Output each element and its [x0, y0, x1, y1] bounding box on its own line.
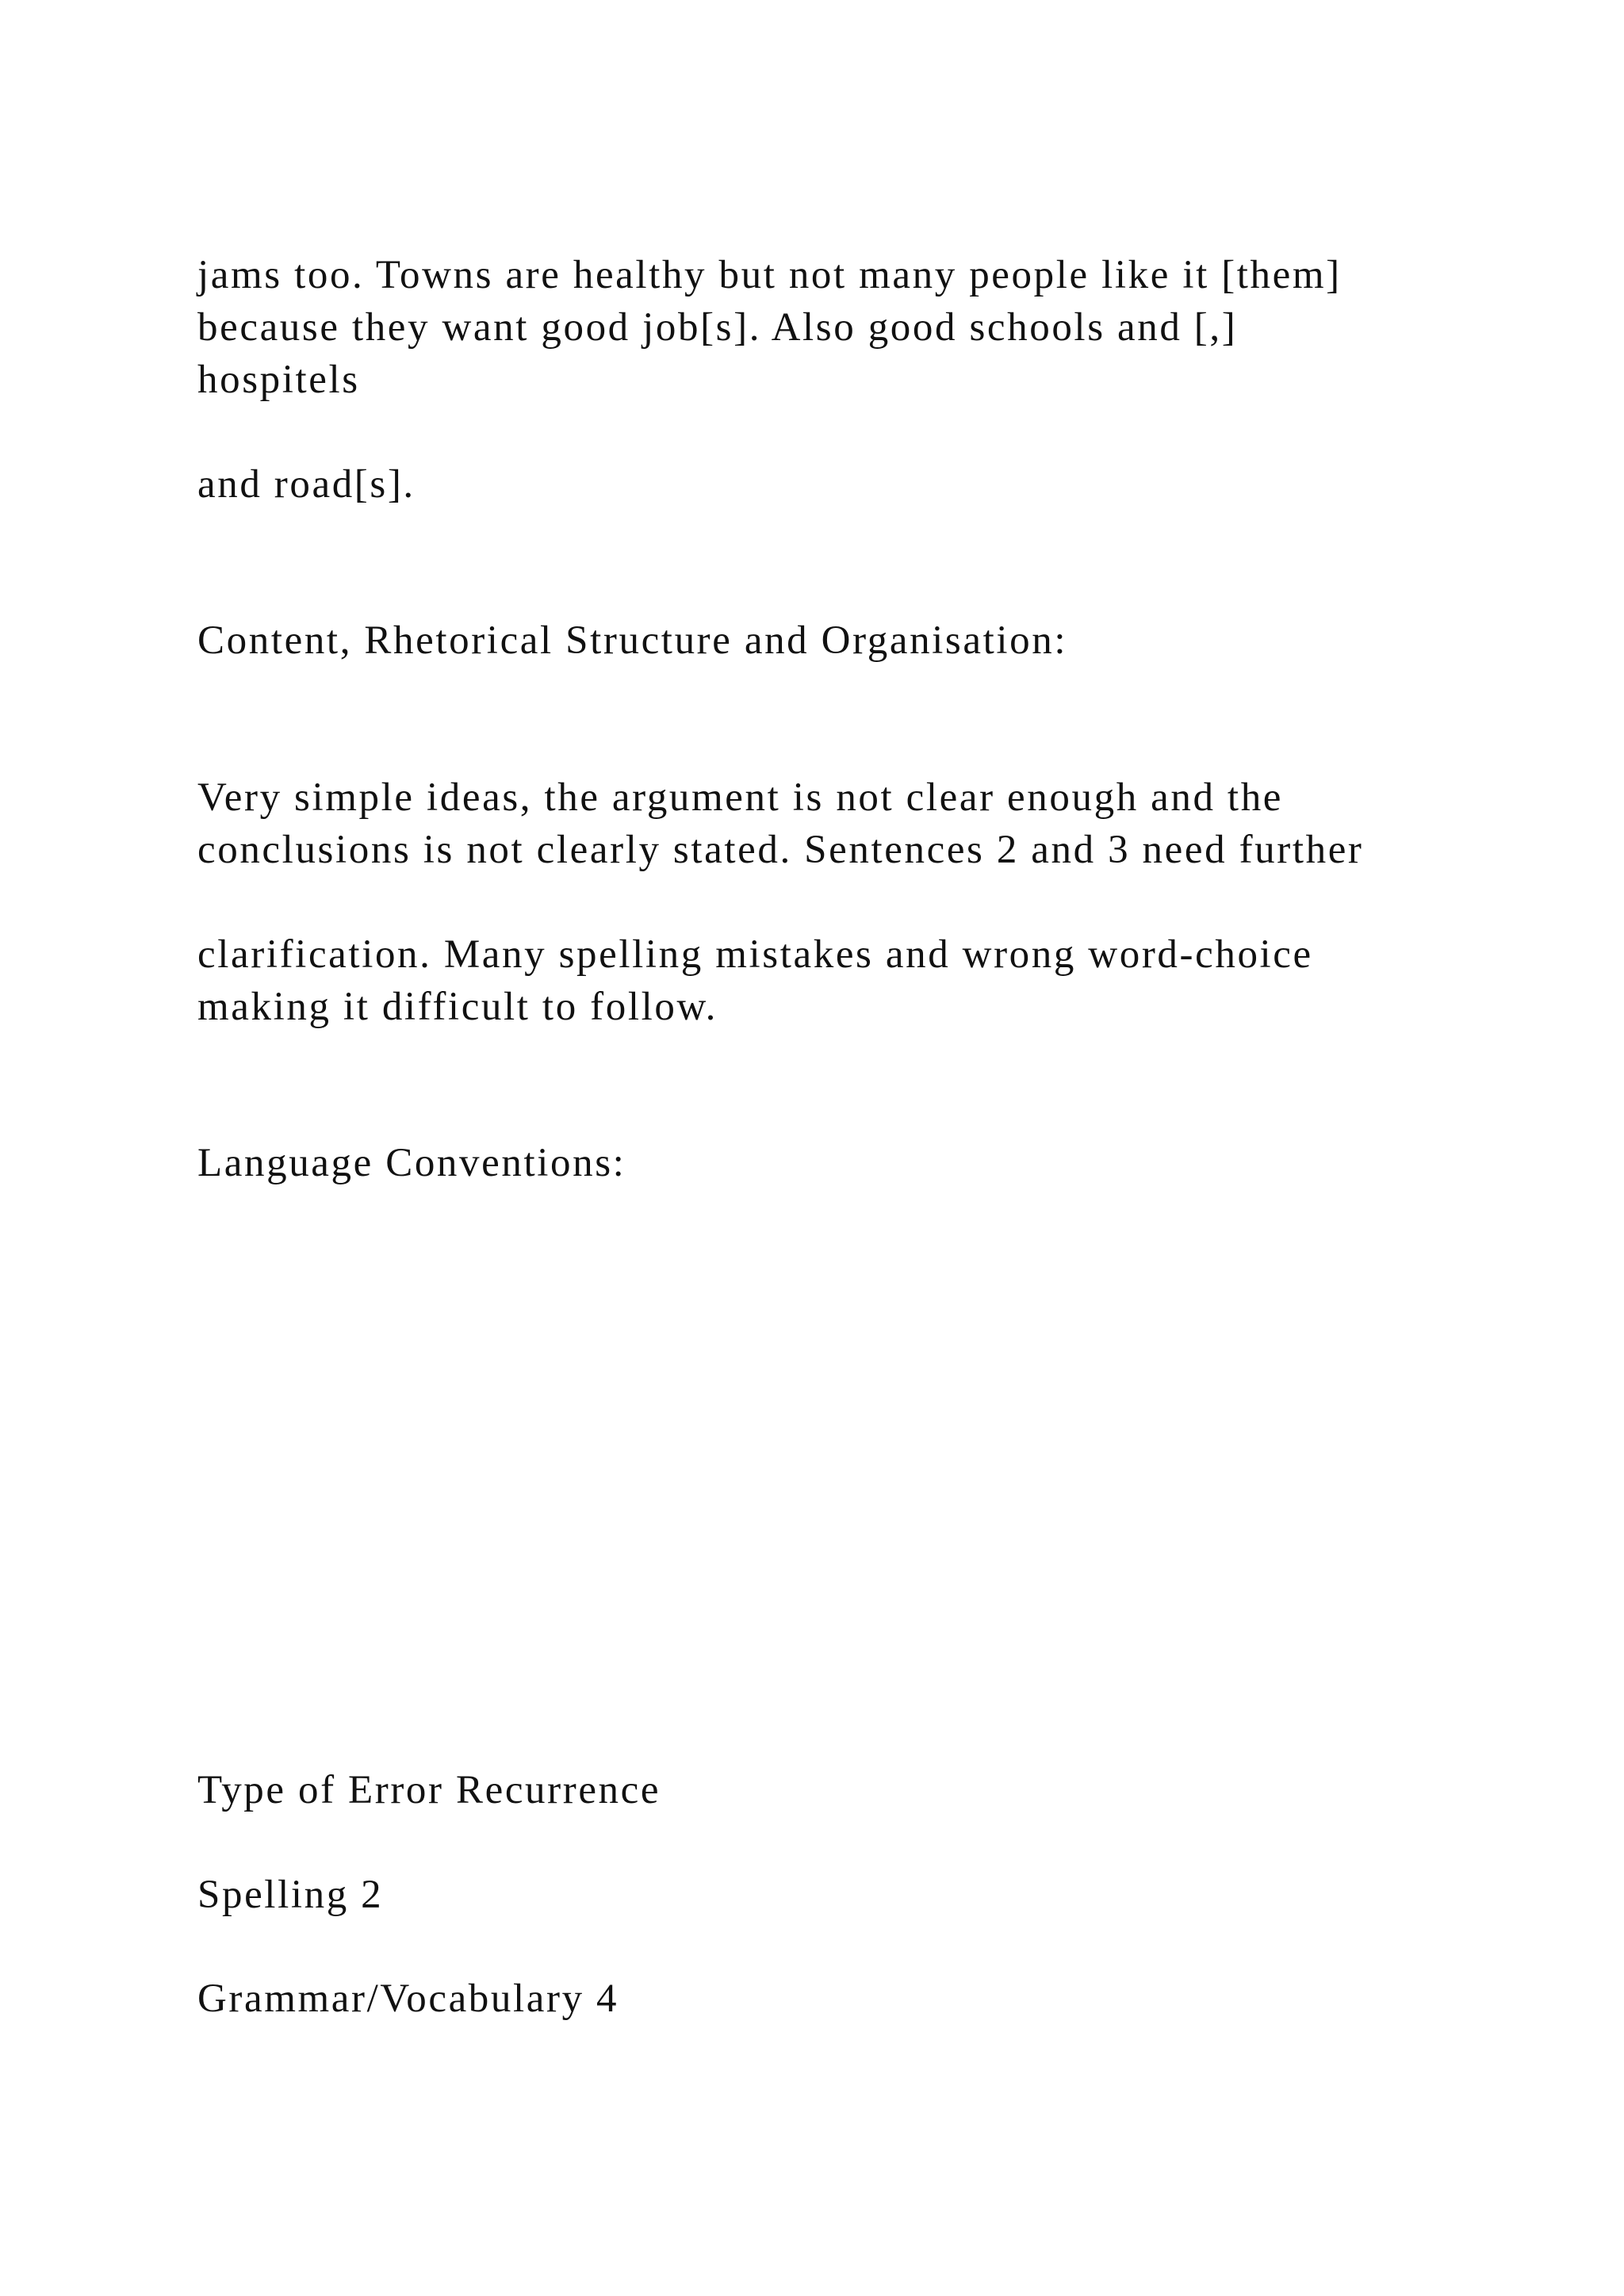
- text-line: jams too. Towns are healthy but not many people like it [them]: [197, 253, 1342, 297]
- text-line: making it difficult to follow.: [197, 985, 718, 1029]
- error-table-row: Grammar/Vocabulary 4: [197, 1976, 619, 2021]
- text-line: Very simple ideas, the argument is not clear enough and the: [197, 775, 1284, 820]
- error-table-row: Spelling 2: [197, 1873, 384, 1917]
- text-line: because they want good job[s]. Also good schools and [,]: [197, 305, 1238, 350]
- section-heading: Language Conventions:: [197, 1141, 626, 1185]
- text-line: and road[s].: [197, 462, 416, 507]
- text-line: hospitels: [197, 358, 360, 402]
- error-table-header: Type of Error Recurrence: [197, 1768, 661, 1812]
- text-line: conclusions is not clearly stated. Sentences 2 and 3 need further: [197, 828, 1364, 872]
- section-heading: Content, Rhetorical Structure and Organisation:: [197, 618, 1068, 663]
- text-line: clarification. Many spelling mistakes and wrong word-choice: [197, 932, 1313, 977]
